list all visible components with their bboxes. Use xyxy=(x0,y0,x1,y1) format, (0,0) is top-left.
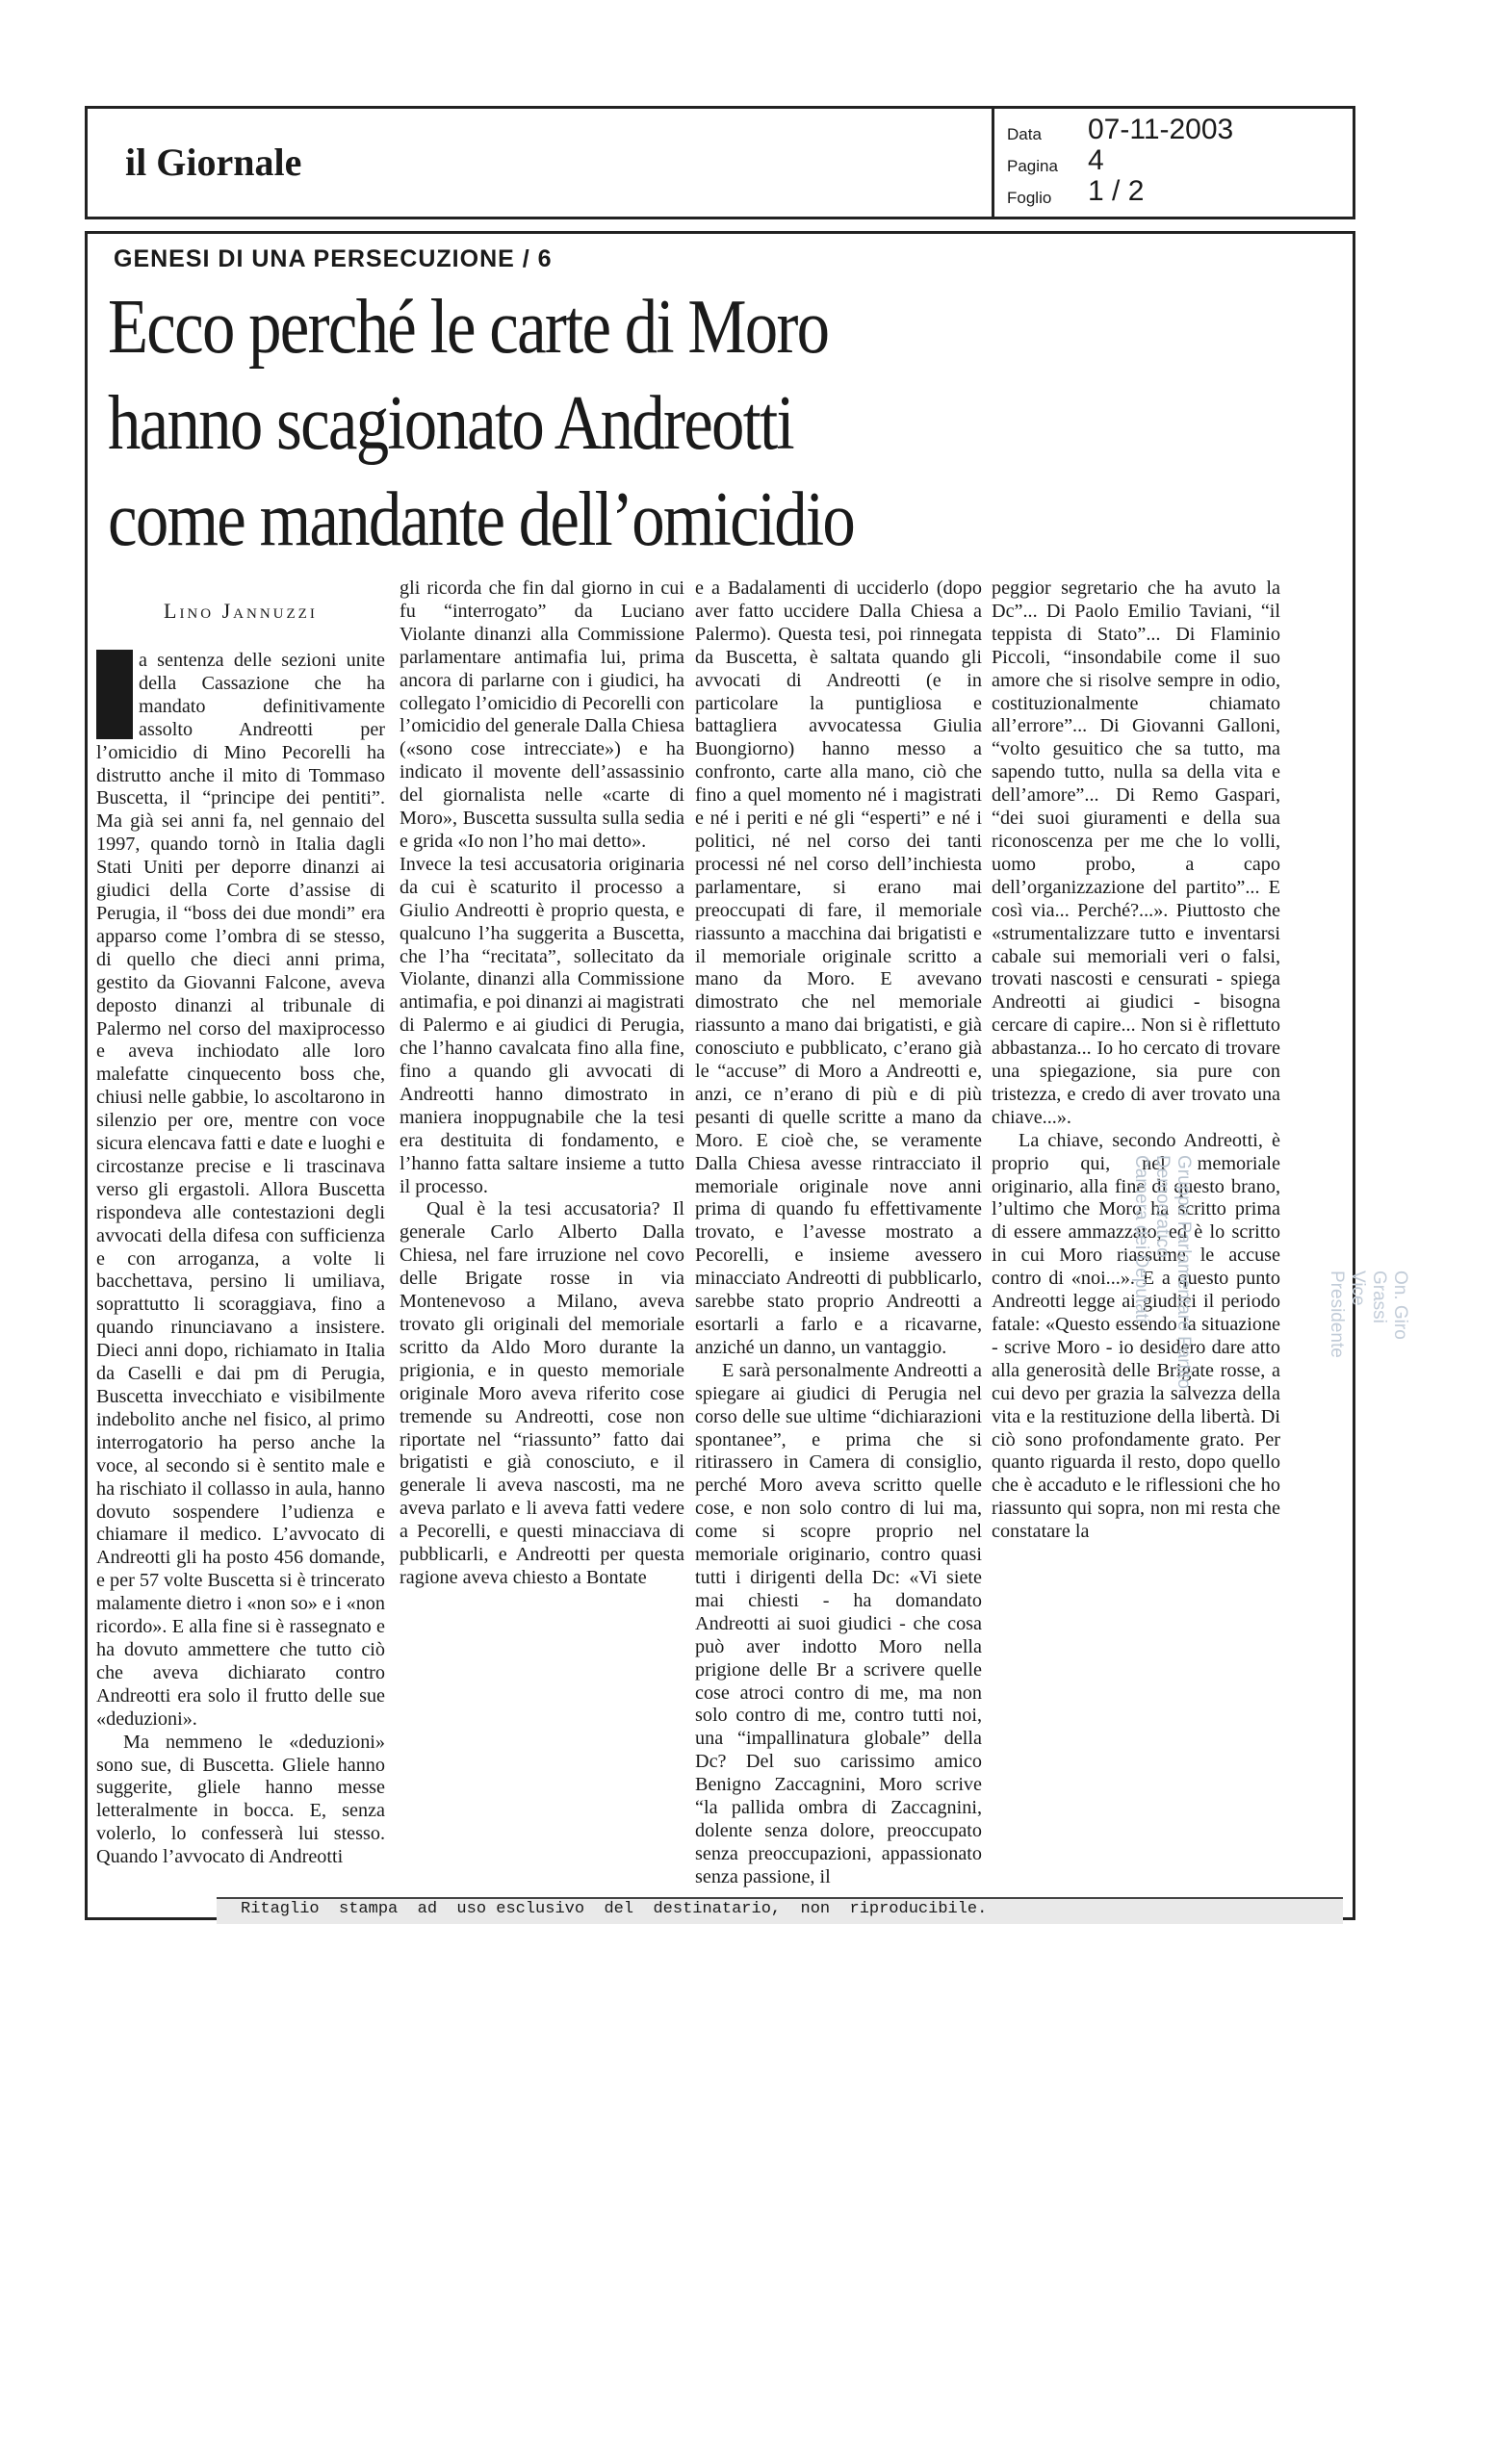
headline-line-1: Ecco perché le carte di Moro xyxy=(108,285,829,370)
stamp-outer-line-1: On. Giro Grassi xyxy=(1369,1270,1410,1340)
page-value: 4 xyxy=(1088,144,1104,176)
col2-para-1: gli ricorda che fin dal giorno in cui fu “interrogato” da Luciano Violante dinanzi alla Commissione parlamentare antimafia lui, prima ancora di parlarne con i giudici, ha collegato l’omicidio di Pecorelli con l’omicidio del generale Dalla Chiesa («sono cose intrecciate») e ha indicato il movente dell’assassinio del giornalista nelle «carte di Moro», Buscetta sussulta sulla sedia e grida «Io non l’ho mai detto». xyxy=(400,578,684,852)
footer-notice: Ritaglio stampa ad uso esclusivo del destinatario, non riproducibile. xyxy=(241,1900,988,1918)
col1-para-2: Ma nemmeno le «deduzioni» sono sue, di Buscetta. Gliele hanno suggerite, gliele hanno messe letteralmente in bocca. E, senza volerlo, lo confesserà lui stesso. Quando l’avvocato di Andreotti xyxy=(96,1731,385,1868)
sheet-label: Foglio xyxy=(1007,189,1052,207)
date-value: 07-11-2003 xyxy=(1088,114,1234,145)
page-label: Pagina xyxy=(1007,157,1058,175)
date-label: Data xyxy=(1007,125,1042,143)
sheet-value: 1 / 2 xyxy=(1088,175,1145,207)
col3-para-2: E sarà personalmente Andreotti a spiegare ai giudici di Perugia nel corso delle sue ultime “dichiarazioni spontanee”, e prima che si ritirassero in Camera di consiglio, perché Moro aveva scritto quelle cose, e non solo contro di lui ma, come si scopre proprio nel memoriale originario, contro quasi tutti i dirigenti della Dc: «Vi siete mai chiesti - ha domandato Andreotti ai suoi giudici - che cosa può aver indotto Moro nella prigione delle Br a scrivere quelle cose atroci contro di me, ma non solo contro di me, contro tutti noi, una “impallinatura globale” della Dc? Del suo carissimo amico Benigno Zaccagnini, Moro scrive “la pallida ombra di Zaccagnini, dolente senza dolore, preoccupato senza preoccupazioni, appassionato senza passione, il xyxy=(695,1359,982,1887)
stamp-inner xyxy=(1130,1155,1194,1457)
col1-para-1: a sentenza delle sezioni unite della Cassazione che ha mandato definitivamente assolto Andreotti per l’omicidio di Mino Pecorelli ha distrutto anche il mito di Tommaso Buscetta, il “principe dei pentiti”. Ma già sei anni fa, nel gennaio del 1997, quando tornò in Italia dagli Stati Uniti per deporre dinanzi ai giudici della Corte d’assise di Perugia, il “boss dei due mondi” era apparso come l’ombra di se stesso, di quello che dieci anni prima, gestito da Giovanni Falcone, aveva deposto dinanzi al tribunale di Palermo nel corso del maxiprocesso e aveva inchiodato alle loro malefatte cinquecento boss che, chiusi nelle gabbie, lo ascoltarono in silenzio per ore, mentre con voce sicura elencava fatti e date e luoghi e circostanze precise e li trascinava verso gli ergastoli. Allora Buscetta rispondeva alle contestazioni degli avvocati della difesa con sufficienza e con arroganza, a volte li bacchettava, persino li umiliava, soprattutto li scoraggiava, fino a quando rinunciavano a insistere. Dieci anni dopo, richiamato in Italia da Caselli e dai pm di Perugia, Buscetta invecchiato e visibilmente indebolito anche nel fisico, al primo interrogatorio ha perso anche la voce, al secondo si è sentito male e ha rischiato il collasso in aula, hanno dovuto sospendere l’udienza e chiamare il medico. L’avvocato di Andreotti gli ha posto 456 domande, e per 57 volte Buscetta si è trincerato malamente dietro i «non so» e i «non ricordo». E alla fine si è rassegnato e ha dovuto ammettere che tutto ciò che aveva dichiarato contro Andreotti era solo il frutto delle sue «deduzioni». xyxy=(96,650,385,1730)
stamp-inner-line-2: Camera dei Deputati xyxy=(1131,1155,1151,1323)
col4-para-1: peggior segretario che ha avuto la Dc”... Di Paolo Emilio Taviani, “il teppista di Stato”... Di Flaminio Piccoli, “insondabile come il suo amore che si risolve sempre in odio, costituzionalmente chiamato all’errore”... Di Giovanni Galloni, “volto gesuitico che sa tutto, ma sapendo tutto, nulla sa della vita e dell’amore”... Di Remo Gaspari, “dei suoi giuramenti e della sua riconoscenza per me che lo volli, uomo probo, a capo dell’organizzazione del partito”... E così via... Perché?...». Piuttosto che «strumentalizzare tutto e inventarsi cabale sui memoriali veri o falsi, trovati nascosti e censurati - spiega Andreotti ai giudici - bisogna cercare di capire... Non si è riflettuto abbastanza... Io ho cercato di trovare una spiegazione, sia pure con tristezza, e credo di aver trovato una chiave...». xyxy=(992,578,1280,1128)
meta-divider xyxy=(992,106,994,219)
column-2 xyxy=(400,578,684,1896)
stamp-outer-line-2: Vice Presidente xyxy=(1327,1270,1368,1358)
headline-line-2: hanno scagionato Andreotti xyxy=(108,381,793,466)
col2-para-2: Invece la tesi accusatoria originaria da cui è scaturito il processo a Giulio Andreotti è proprio questa, e qualcuno l’ha suggerita a Buscetta, che l’ha “recitata”, sollecitato da Violante, dinanzi alla Commissione antimafia, e poi dinanzi ai magistrati di Palermo e ai giudici di Perugia, che l’hanno cavalcata fino alla fine, fino a quando gli avvocati di Andreotti hanno dimostrato in maniera inoppugnabile che la tesi era destituita di fondamento, e l’hanno fatta saltare insieme a tutto il processo. xyxy=(400,853,684,1197)
byline: Lino Jannuzzi xyxy=(164,599,318,623)
column-3 xyxy=(695,578,982,1896)
kicker: GENESI DI UNA PERSECUZIONE / 6 xyxy=(114,245,553,272)
stamp-outer xyxy=(1326,1270,1410,1358)
col4-para-2: La chiave, secondo Andreotti, è proprio qui, nel memoriale originario, alla fine di questo brano, l’ultimo che Moro ha scritto prima di essere ammazzato, ed è lo scritto in cui Moro riassume le accuse contro di «noi...». E a questo punto Andreotti legge ai giudici il periodo fatale: «Questo essendo la situazione - scrive Moro - io desidero dare atto alla generosità delle Brigate rosse, a cui devo per grazia la salvezza della vita e la restituzione della libertà. Di ciò sono profondamente grato. Per quanto riguarda il resto, dopo quello che è accaduto e le riflessioni che ho riassunto qui sopra, non mi resta che constatare la xyxy=(992,1129,1280,1543)
headline-line-3: come mandante dell’omicidio xyxy=(108,477,855,562)
stamp-inner-line-1: Gruppo Parlamentare Partito Democratico xyxy=(1152,1155,1194,1389)
col2-para-3: Qual è la tesi accusatoria? Il generale Carlo Alberto Dalla Chiesa, nel fare irruzione nel covo delle Brigate rosse in via Montenevoso a Milano, aveva trovato gli originali del memoriale scritto da Aldo Moro durante la prigionia, e in questo memoriale originale Moro aveva riferito cose tremende su Andreotti, cose non riportate nel “riassunto” fatto dai brigatisti e già conosciuto, e il generale li aveva nascosti, ma ne aveva parlato e li aveva fatti vedere a Pecorelli, e questi minacciava di pubblicarli, e Andreotti per questa ragione aveva chiesto a Bontate xyxy=(400,1198,684,1588)
column-1 xyxy=(96,650,385,1891)
col3-para-1: e a Badalamenti di ucciderlo (dopo aver fatto uccidere Dalla Chiesa a Palermo). Questa tesi, poi rinnegata da Buscetta, è saltata quando gli avvocati di Andreotti (e in particolare la puntigliosa e battagliera avvocatessa Giulia Buongiorno) hanno messo a confronto, carte alla mano, ciò che fino a quel momento né i magistrati e né i periti e né gli “esperti” e né i politici, né nel corso dei tanti processi né nel corso dell’inchiesta parlamentare, si erano mai preoccupati di fare, il memoriale riassunto a macchina dai brigatisti e il memoriale originale scritto a mano da Moro. E avevano dimostrato che nel memoriale riassunto a mano dai brigatisti, e già conosciuto e pubblicato, c’erano già le “accuse” di Moro a Andreotti e, anzi, ce n’erano di più e di più pesanti di quelle scritte a mano da Moro. E cioè che, se veramente Dalla Chiesa avesse rintracciato il memoriale originale nove anni prima di quando fu effettivamente trovato, e l’avesse mostrato a Pecorelli, e insieme avessero minacciato Andreotti di pubblicarlo, sarebbe stato proprio Andreotti a esortarli a farlo e a ricavarne, anziché un danno, un vantaggio. xyxy=(695,578,982,1358)
masthead: il Giornale xyxy=(125,141,302,184)
